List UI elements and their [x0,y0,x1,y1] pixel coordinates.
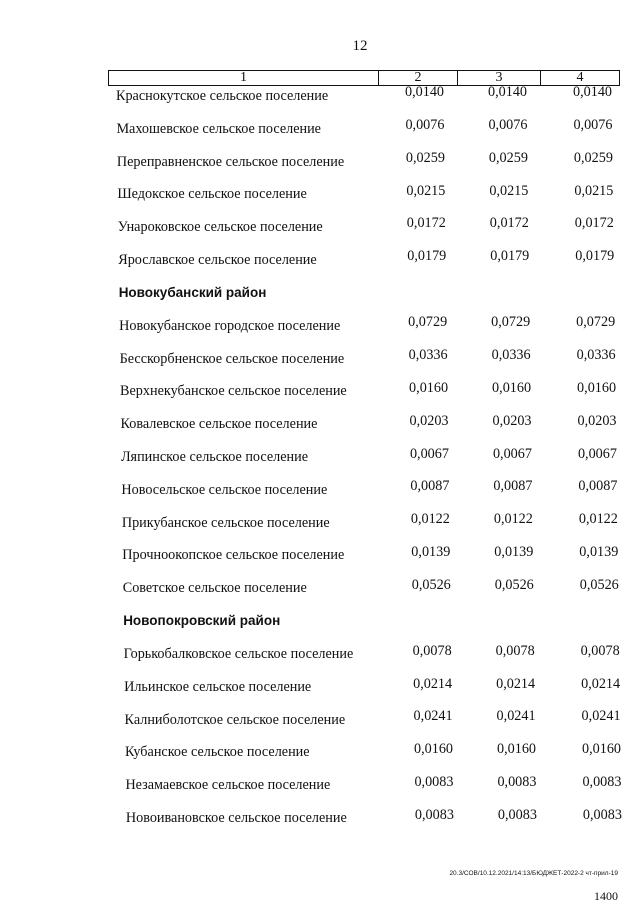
value-col-2: 0,0139 [411,544,451,561]
table-row [0,314,640,338]
value-col-4: 0,0172 [574,215,614,232]
value-col-3: 0,0087 [493,478,533,495]
value-col-4: 0,0083 [582,774,622,791]
value-col-4: 0,0087 [578,478,618,495]
header-col-3: 3 [458,71,541,85]
value-col-2: 0,0215 [406,182,446,199]
value-col-3: 0,0215 [489,182,529,199]
value-col-2: 0,0067 [409,445,449,462]
section-heading: Новокубанский район [118,284,267,300]
value-col-3: 0,0067 [492,445,532,462]
table-row [0,511,640,535]
value-col-4: 0,0241 [581,708,621,725]
value-col-4: 0,0067 [577,445,617,462]
value-col-3: 0,0526 [494,577,534,594]
settlement-name: Советское сельское поселение [122,580,307,597]
settlement-name: Калниболотское сельское поселение [124,711,346,728]
header-col-4: 4 [576,70,584,85]
settlement-name: Унароковское сельское поселение [117,219,323,236]
section-heading-row [0,613,640,633]
value-col-3: 0,0078 [495,642,535,659]
table-row [0,215,640,239]
table-row [0,346,640,371]
value-col-2: 0,0214 [413,675,453,692]
value-col-2: 0,0336 [408,346,448,363]
table-row [0,774,640,797]
value-col-2: 0,0172 [406,215,446,232]
value-col-2: 0,0078 [412,642,452,659]
settlement-name: Ляпинское сельское поселение [120,449,309,465]
value-col-3: 0,0139 [494,544,534,561]
table-row [0,379,640,403]
value-col-4: 0,0526 [579,577,619,594]
value-col-2: 0,0140 [405,84,445,100]
table-row [0,577,640,600]
value-col-2: 0,0241 [413,708,453,725]
value-col-3: 0,0122 [493,511,533,528]
value-col-2: 0,0160 [409,379,449,396]
value-col-3: 0,0179 [490,248,530,265]
header-col-2: 2 [379,71,458,85]
value-col-3: 0,0203 [492,412,532,429]
value-col-4: 0,0083 [582,807,622,824]
table-row [0,478,640,502]
settlement-name: Ковалевское сельское поселение [120,416,318,433]
table-row [0,182,640,206]
value-col-2: 0,0526 [411,577,451,594]
value-col-3: 0,0214 [496,675,536,692]
settlement-name: Кубанское сельское поселение [125,744,310,761]
value-col-2: 0,0087 [410,478,450,495]
table-row [0,116,640,141]
settlement-name: Переправненское сельское поселение [116,153,345,170]
value-col-3: 0,0336 [491,346,531,363]
settlement-name: Краснокутское сельское поселение [116,88,329,104]
settlement-name: Новокубанское городское поселение [119,317,341,334]
settlement-name: Новосельское сельское поселение [121,481,328,498]
value-col-3: 0,0076 [488,116,528,133]
value-col-3: 0,0172 [489,215,529,232]
settlement-name: Бесскорбненское сельское поселение [119,350,345,367]
value-col-4: 0,0215 [574,182,614,199]
table-row [0,741,640,764]
section-heading: Новопокровский район [123,613,281,629]
value-col-3: 0,0729 [491,314,531,331]
settlement-name: Прочноокопское сельское поселение [122,547,345,564]
settlement-name: Новоивановское сельское поселение [125,810,347,826]
footer-page-number: 1400 [594,889,618,903]
value-col-4: 0,0203 [577,412,617,429]
value-col-4: 0,0122 [578,511,618,528]
table-row [0,708,640,732]
settlement-name: Махошевское сельское поселение [116,120,321,137]
value-col-2: 0,0083 [414,807,454,824]
value-col-4: 0,0078 [580,642,620,659]
value-col-2: 0,0083 [414,774,454,791]
table-row [0,149,640,174]
value-col-3: 0,0259 [488,149,528,166]
settlement-name: Ильинское сельское поселение [124,678,312,695]
value-col-4: 0,0179 [575,248,615,265]
section-heading-row [0,285,640,305]
table-row [0,412,640,436]
table-row [0,445,640,469]
value-col-2: 0,0729 [408,314,448,331]
table-row [0,544,640,567]
settlement-name: Незамаевское сельское поселение [125,777,331,794]
value-col-3: 0,0160 [492,379,532,396]
value-col-2: 0,0122 [410,511,450,528]
value-col-2: 0,0259 [405,149,445,166]
value-col-4: 0,0729 [576,314,616,331]
value-col-3: 0,0083 [497,774,537,791]
footer-code: 20.3/СОВ/10.12.2021/14:13/БЮДЖЕТ-2022-2 чт-прил-19 [449,870,618,877]
value-col-3: 0,0140 [488,84,528,100]
table-row [0,84,640,108]
value-col-4: 0,0160 [582,741,622,758]
value-col-4: 0,0214 [581,675,621,692]
value-col-3: 0,0241 [496,708,536,725]
value-col-4: 0,0139 [579,544,619,561]
table-row [0,642,640,666]
table-row [0,248,640,272]
value-col-2: 0,0203 [409,412,449,429]
value-col-4: 0,0140 [573,84,613,100]
settlement-name: Ярославское сельское поселение [118,252,317,269]
settlement-name: Шедокское сельское поселение [117,186,307,203]
value-col-4: 0,0259 [573,149,613,166]
header-col-1: 1 [109,71,379,85]
table-row [0,807,640,830]
value-col-4: 0,0160 [577,379,617,396]
settlement-name: Прикубанское сельское поселение [121,514,330,531]
value-col-4: 0,0336 [576,346,616,363]
table-row [0,675,640,699]
settlement-name: Верхнекубанское сельское поселение [120,383,347,400]
value-col-2: 0,0160 [414,741,454,758]
settlement-name: Горькобалковское сельское поселение [123,645,354,662]
page-number: 12 [352,38,368,54]
value-col-3: 0,0160 [497,741,537,758]
value-col-4: 0,0076 [573,116,613,133]
value-col-2: 0,0179 [407,248,447,265]
value-col-2: 0,0076 [405,116,445,133]
value-col-3: 0,0083 [497,807,537,824]
